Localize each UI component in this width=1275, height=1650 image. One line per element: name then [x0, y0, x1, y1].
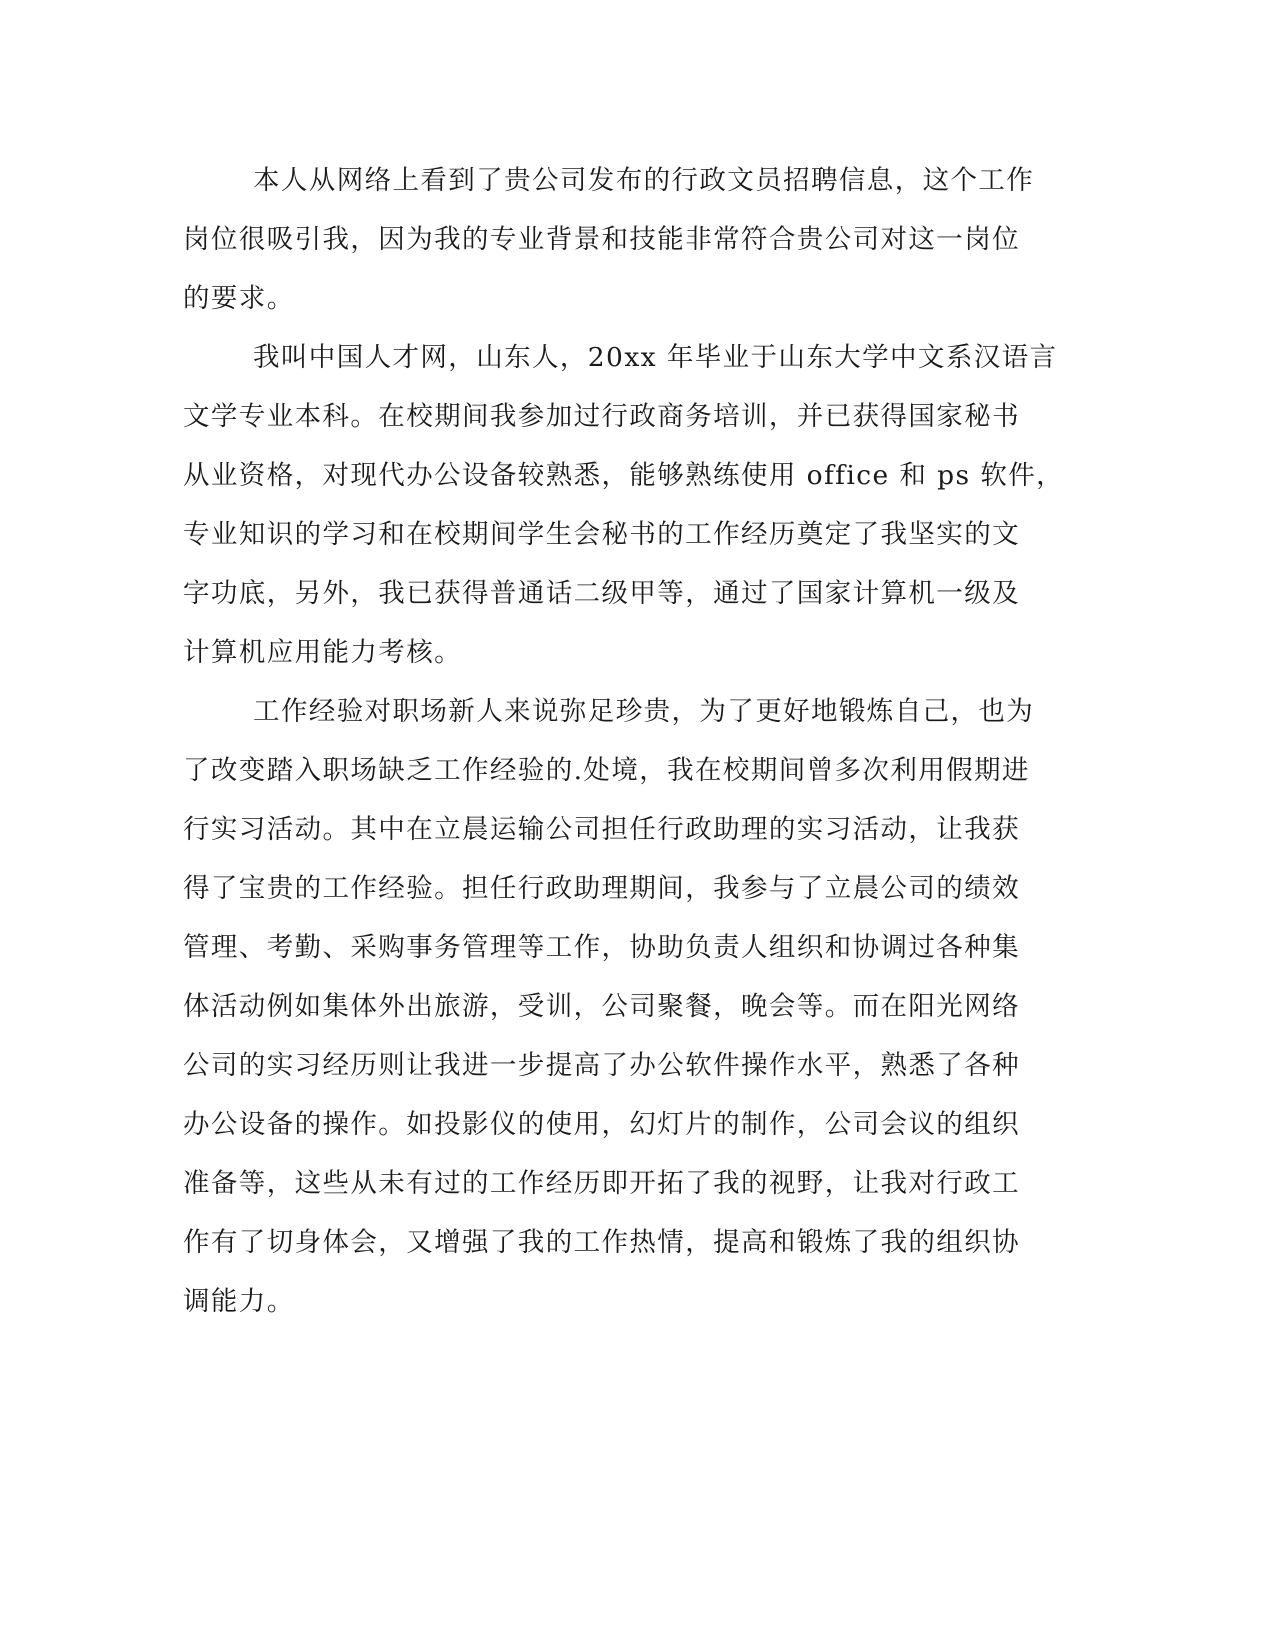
text-line: 工作经验对职场新人来说弥足珍贵，为了更好地锻炼自己，也为: [253, 696, 1035, 727]
text-line: 公司的实习经历则让我进一步提高了办公软件操作水平，熟悉了各种: [183, 1050, 1020, 1081]
document-body: [183, 151, 1065, 1331]
text-line: 行实习活动。其中在立晨运输公司担任行政助理的实习活动，让我获: [183, 814, 1020, 845]
text-line: 计算机应用能力考核。: [183, 637, 462, 668]
text-line: 字功底，另外，我已获得普通话二级甲等，通过了国家计算机一级及: [183, 578, 1020, 609]
text-line: 了改变踏入职场缺乏工作经验的.处境，我在校期间曾多次利用假期进: [183, 755, 1030, 786]
paragraph-2: [183, 328, 1065, 682]
text-line: 体活动例如集体外出旅游，受训，公司聚餐，晚会等。而在阳光网络: [183, 991, 1020, 1022]
text-line: 岗位很吸引我，因为我的专业背景和技能非常符合贵公司对这一岗位: [183, 224, 1020, 255]
text-line: 我叫中国人才网，山东人，20xx 年毕业于山东大学中文系汉语言: [253, 342, 1058, 373]
text-line: 的要求。: [183, 283, 295, 314]
text-line: 作有了切身体会，又增强了我的工作热情，提高和锻炼了我的组织协: [183, 1227, 1020, 1258]
text-line: 管理、考勤、采购事务管理等工作，协助负责人组织和协调过各种集: [183, 932, 1020, 963]
text-line: 文学专业本科。在校期间我参加过行政商务培训，并已获得国家秘书: [183, 401, 1020, 432]
text-line: 专业知识的学习和在校期间学生会秘书的工作经历奠定了我坚实的文: [183, 519, 1020, 550]
paragraph-3: [183, 682, 1033, 1331]
paragraph-1: [183, 151, 1033, 328]
text-line: 从业资格，对现代办公设备较熟悉，能够熟练使用 office 和 ps 软件，: [183, 460, 1065, 491]
text-line: 准备等，这些从未有过的工作经历即开拓了我的视野，让我对行政工: [183, 1168, 1020, 1199]
text-line: 本人从网络上看到了贵公司发布的行政文员招聘信息，这个工作: [253, 165, 1035, 196]
text-line: 调能力。: [183, 1286, 295, 1317]
text-line: 办公设备的操作。如投影仪的使用，幻灯片的制作，公司会议的组织: [183, 1109, 1020, 1140]
text-line: 得了宝贵的工作经验。担任行政助理期间，我参与了立晨公司的绩效: [183, 873, 1020, 904]
